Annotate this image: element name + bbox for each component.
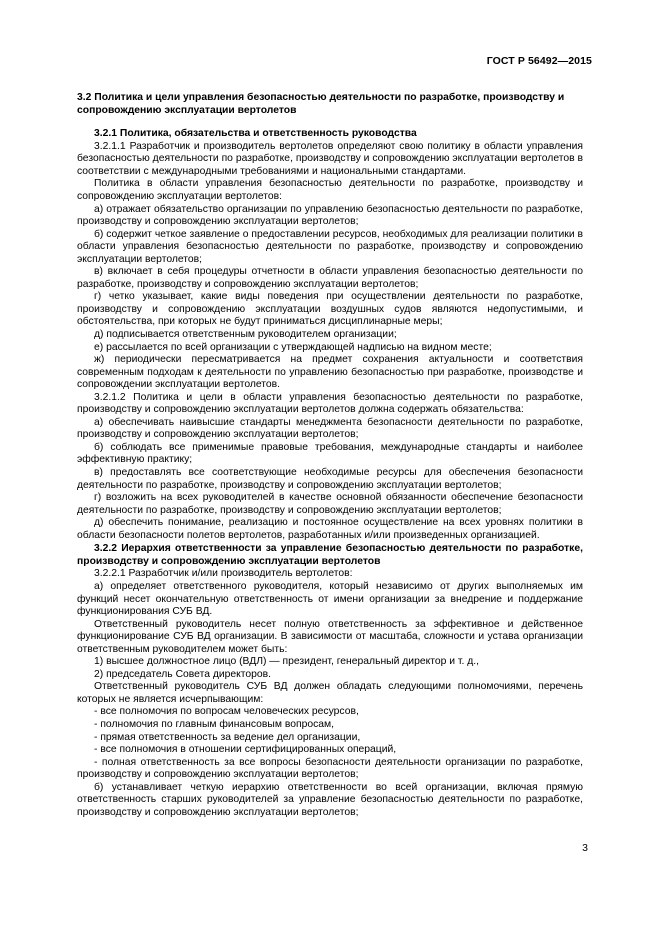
list-item: г) возложить на всех руководителей в качестве основной обязанности обеспечение безопасности деятельности по разработке, производству и сопровождению эксплуатации вертолетов; xyxy=(77,492,583,516)
paragraph: Ответственный руководитель СУБ ВД должен обладать следующими полномочиями, перечень которых не является исчерпывающим: xyxy=(77,681,583,705)
subsection-heading-3-2-2: 3.2.2 Иерархия ответственности за управление безопасностью деятельности по разработке, производству и сопровождению эксплуатации вертолетов xyxy=(77,543,583,567)
list-item: б) устанавливает четкую иерархию ответственности во всей организации, включая прямую ответственность старших руководителей за управление безопасностью деятельности по разработке, производству и сопровождению эксплуатации вертолетов; xyxy=(77,781,583,818)
document-body xyxy=(77,92,583,819)
list-item: в) предоставлять все соответствующие необходимые ресурсы для обеспечения безопасности деятельности по разработке, производству и сопровождению эксплуатации вертолетов; xyxy=(77,467,583,491)
section-heading: 3.2 Политика и цели управления безопасностью деятельности по разработке, производству и сопровождению эксплуатации вертолетов xyxy=(77,92,565,116)
list-item: 1) высшее должностное лицо (ВДЛ) — президент, генеральный директор и т. д., xyxy=(94,656,479,668)
list-item: г) четко указывает, какие виды поведения при осуществлении деятельности по разработке, производству и сопровождению эксплуатации воздушных судов являются недопустимыми, и обстоятельства, при которых не будут приниматься дисциплинарные меры; xyxy=(77,291,583,328)
list-item: а) отражает обязательство организации по управлению безопасностью деятельности по разработке, производству и сопровождению эксплуатации вертолетов; xyxy=(77,203,583,228)
list-item: 2) председатель Совета директоров. xyxy=(94,668,272,680)
paragraph: 3.2.1.2 Политика и цели в области управления безопасностью деятельности по разработке, производству и сопровождению эксплуатации вертолетов должна содержать обязательства: xyxy=(77,391,583,416)
list-item: д) обеспечить понимание, реализацию и постоянное осуществление на всех уровнях политики в области безопасности полетов вертолетов, разработанных и/или произведенных организацией. xyxy=(77,517,583,541)
list-item: е) рассылается по всей организации с утверждающей надписью на видном месте; xyxy=(94,341,492,353)
standard-identifier: ГОСТ Р 56492—2015 xyxy=(486,55,592,67)
list-item: б) содержит четкое заявление о предоставлении ресурсов, необходимых для реализации политики в области управления безопасностью деятельности по разработке, производству и сопровождению эксплуатации вертолетов; xyxy=(77,228,583,265)
paragraph: Ответственный руководитель несет полную ответственность за эффективное и действенное функционирование СУБ ВД организации. В зависимости от масштаба, сложности и устава организации ответственным руководителем может быть: xyxy=(77,618,583,655)
list-item: б) соблюдать все применимые правовые требования, международные стандарты и наиболее эффективную практику; xyxy=(77,441,583,466)
list-item: - все полномочия по вопросам человеческих ресурсов, xyxy=(94,706,359,718)
list-item: - прямая ответственность за ведение дел организации, xyxy=(94,731,361,743)
subsection-3-2-1-body xyxy=(77,141,583,543)
list-item: в) включает в себя процедуры отчетности в области управления безопасностью деятельности по разработке, производству и сопровождению эксплуатации вертолетов; xyxy=(77,266,583,290)
subsection-heading-3-2-1: 3.2.1 Политика, обязательства и ответственность руководства xyxy=(94,128,417,140)
list-item: а) обеспечивать наивысшие стандарты менеджмента безопасности деятельности по разработке, производству и сопровождению эксплуатации вертолетов; xyxy=(77,416,583,441)
paragraph: Политика в области управления безопасностью деятельности по разработке, производству и сопровождению эксплуатации вертолетов: xyxy=(77,178,583,202)
list-item: а) определяет ответственного руководителя, который независимо от других выполняемых им функций несет окончательную ответственность от имени организации за внедрение и поддержание функционирования СУБ ВД. xyxy=(77,581,583,618)
list-item: ж) периодически пересматривается на предмет сохранения актуальности и соответствия современным подходам к деятельности по управлению безопасностью при разработке, производстве и сопровождении эксплуатации вертолетов. xyxy=(77,354,583,391)
paragraph: 3.2.1.1 Разработчик и производитель вертолетов определяют свою политику в области управления безопасностью деятельности по разработке, производству и сопровождению эксплуатации вертолетов в соответствии с международными требованиями и национальными стандартами. xyxy=(77,140,583,177)
list-item: д) подписывается ответственным руководителем организации; xyxy=(94,328,397,340)
list-item: - полномочия по главным финансовым вопросам, xyxy=(94,719,334,731)
list-item: - все полномочия в отношении сертифицированных операций, xyxy=(94,744,397,756)
page-number: 3 xyxy=(582,842,588,854)
paragraph: 3.2.2.1 Разработчик и/или производитель вертолетов: xyxy=(94,568,353,580)
list-item: - полная ответственность за все вопросы безопасности деятельности организации по разработке, производству и сопровождению эксплуатации вертолетов; xyxy=(77,756,583,781)
subsection-3-2-2-body xyxy=(77,568,583,819)
